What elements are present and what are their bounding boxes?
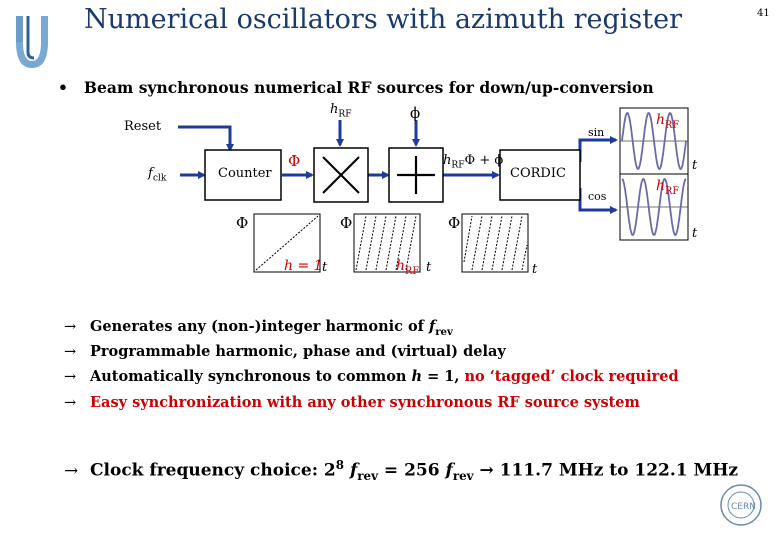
cos-hrf-label: $h_{RF}$ (656, 178, 680, 197)
point-2: → Programmable harmonic, phase and (virtual) delay (64, 343, 506, 360)
slide-number: 41 (757, 8, 770, 19)
hrf-input-label: $h_{RF}$ (330, 102, 352, 120)
multiplier-node (314, 148, 368, 202)
cos-label: cos (588, 190, 607, 203)
phi-axis-3: Φ (448, 214, 461, 232)
cos-t-label: t (692, 226, 698, 241)
clock-choice: → Clock frequency choice: $2^8$ $f_{rev} = 256$ $f_{rev} \to 111.7$ MHz to 122.1 MHz (64, 458, 739, 484)
sin-t-label: t (692, 158, 698, 173)
fclk-label: $f_{clk}$ (148, 166, 167, 184)
sin-hrf-label: $h_{RF}$ (656, 112, 680, 131)
reset-arrow (178, 127, 230, 150)
phi-axis-1: Φ (236, 214, 249, 232)
point-3: → Automatically synchronous to common h = 1, no ‘tagged’ clock required (64, 368, 679, 385)
phase-offset-label: ϕ (410, 104, 421, 122)
point-1: → Generates any (non-)integer harmonic of $f_{rev}$ (64, 318, 453, 338)
t-axis-1: t (322, 260, 328, 275)
t-axis-2: t (426, 260, 432, 275)
phi-counter-out: Φ (288, 152, 301, 170)
reset-label: Reset (124, 119, 162, 134)
slide-title: Numerical oscillators with azimuth register (84, 4, 682, 35)
svg-text:CERN: CERN (731, 502, 756, 512)
sawtooth-hrf-2 (462, 214, 528, 272)
adder-node (389, 148, 443, 202)
sum-label: $h_{RF}\Phi + \phi$ (443, 153, 504, 171)
cordic-label: CORDIC (510, 166, 566, 181)
t-axis-3: t (532, 262, 538, 277)
bullet-text: Beam synchronous numerical RF sources for down/up-conversion (83, 78, 654, 97)
cern-logo (716, 480, 766, 530)
h1-label: h = 1 (284, 258, 323, 274)
sin-label: sin (588, 126, 605, 139)
point-4: → Easy synchronization with any other synchronous RF source system (64, 394, 640, 411)
bullet-dot: • (58, 78, 68, 97)
hrf-plot-label: $h_{RF}$ (396, 258, 420, 277)
sin-arrow (580, 140, 616, 162)
counter-label: Counter (218, 166, 272, 181)
phi-axis-2: Φ (340, 214, 353, 232)
